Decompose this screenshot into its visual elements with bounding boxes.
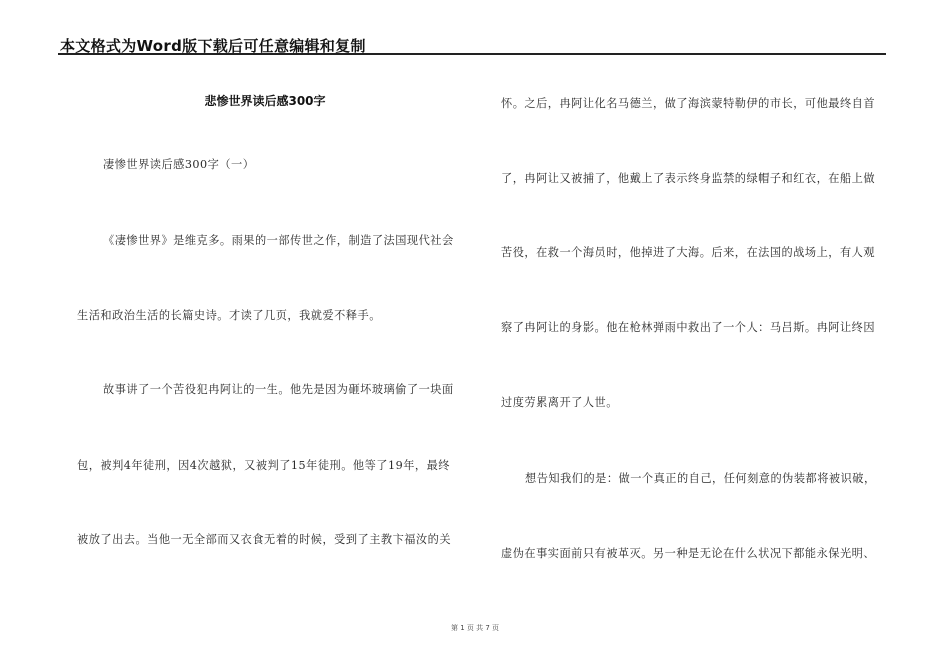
header-text: 本文格式为Word版下载后可任意编辑和复制 [60,37,366,55]
paragraph-line: 怀。之后，冉阿让化名马德兰，做了海滨蒙特勒伊的市长，可他最终自首 [501,97,876,110]
paragraph-line: 《凄惨世界》是维克多。雨果的一部传世之作，制造了法国现代社会 [103,234,454,247]
paragraph-line: 故事讲了一个苦役犯冉阿让的一生。他先是因为砸坏玻璃偷了一块面 [103,383,454,396]
paragraph-line: 察了冉阿让的身影。他在枪林弹雨中救出了一个人：马吕斯。冉阿让终因 [501,321,876,334]
header-divider [58,53,886,55]
document-title: 悲惨世界读后感300字 [204,94,326,108]
paragraph-line: 苦役，在救一个海员时，他掉进了大海。后来，在法国的战场上，有人观 [501,246,876,259]
page-number: 第 1 页 共 7 页 [450,624,500,632]
paragraph-line: 生活和政治生活的长篇史诗。才读了几页，我就爱不释手。 [77,309,381,322]
paragraph-line: 了，冉阿让又被捕了，他戴上了表示终身监禁的绿帽子和红衣，在船上做 [501,172,876,185]
paragraph-line: 虚伪在事实面前只有被革灭。另一种是无论在什么状况下都能永保光明、 [501,547,876,560]
paragraph-line: 被放了出去。当他一无全部而又衣食无着的时候，受到了主教卞福汝的关 [77,533,452,546]
paragraph-line: 过度劳累离开了人世。 [501,396,618,409]
paragraph-line: 想告知我们的是：做一个真正的自己，任何刻意的伪装都将被识破， [525,472,876,485]
paragraph-line: 包，被判4年徒刑，因4次越狱，又被判了15年徒刑。他等了19年，最终 [77,459,450,472]
paragraph-line: 凄惨世界读后感300字（一） [103,158,255,171]
